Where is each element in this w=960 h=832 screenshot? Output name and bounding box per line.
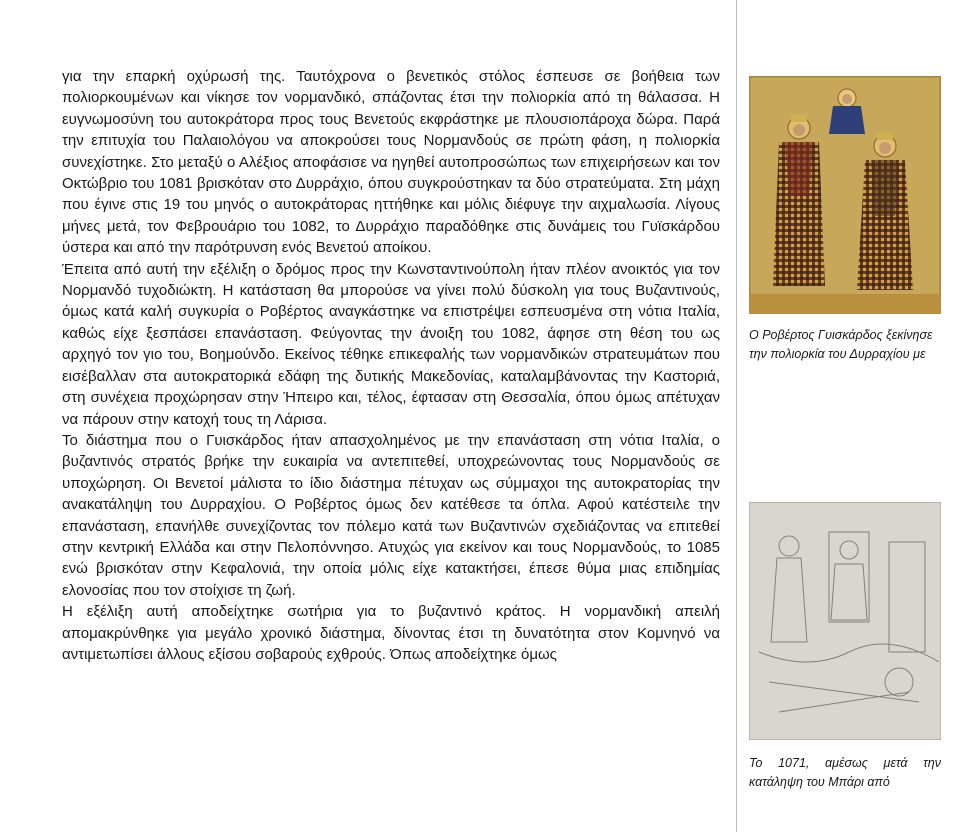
margin-rule bbox=[736, 0, 737, 832]
fresco-sketch-image bbox=[749, 502, 941, 740]
paragraph: Η εξέλιξη αυτή αποδείχτηκε σωτήρια για το βυζαντινό κράτος. Η νορμανδική απειλή απομακρύνθηκε για μεγάλο χρονικό διάστημα, δίνοντας έτσι τη δυνατότητα στον Κομνηνό να αντιμετωπίσει άλλους εξίσου σοβαρούς εχθρούς. Όπως αποδείχτηκε όμως bbox=[62, 603, 720, 663]
paragraph: για την επαρκή οχύρωσή της. Ταυτόχρονα ο βενετικός στόλος έσπευσε σε βοήθεια των πολιορκουμένων και νίκησε τον νορμανδικό, σπάζοντας έτσι την πολιορκία από τη θάλασσα. Η ευγνωμοσύνη του αυτοκράτορα προς τους Βενετούς εκφράστηκε με πλουσιοπάροχα δώρα. Παρά την επιτυχία του Παλαιολόγου να αποκρούσει τους Νορμανδούς σε πρώτη φάση, η πολιορκία συνεχίστηκε. Στο μεταξύ ο Αλέξιος αποφάσισε να ηγηθεί αυτοπροσώπως των επιχειρήσεων και τον Οκτώβριο του 1081 βρισκόταν στο Δυρράχιο, όπου συγκρούστηκαν τα δύο στρατεύματα. Στη μάχη που έγινε στις 19 του μηνός ο αυτοκράτορας ηττήθηκε και μόλις διέφυγε την αιχμαλωσία. Λίγους μήνες μετά, τον Φεβρουάριο του 1082, το Δυρράχιο παραδόθηκε στις δυνάμεις του Γυϊσκάρδου ύστερα και από την παρότρυνση ενός Βενετού αποίκου. bbox=[62, 68, 720, 257]
main-text-column bbox=[62, 66, 720, 665]
byzantine-miniature-image bbox=[749, 76, 941, 314]
byzantine-icon-miniature bbox=[749, 76, 941, 314]
fresco-sketch bbox=[749, 502, 941, 740]
paragraph: Το διάστημα που ο Γυισκάρδος ήταν απασχολημένος με την επανάσταση στη νότια Ιταλία, ο βυζαντινός στρατός βρήκε την ευκαιρία να αντεπιτεθεί, υποχρεώνοντας τους Νορμανδούς σε υποχώρηση. Οι Βενετοί μάλιστα το ίδιο διάστημα πέτυχαν ως σύμμαχοι της αυτοκρατορίας την ανακατάληψη του Δυρραχίου. Ο Ροβέρτος όμως δεν κατέθεσε τα όπλα. Αφού κατέστειλε την επανάσταση, επανήλθε συνεχίζοντας τον πόλεμο κατά των Βυζαντινών σχεδιάζοντας να επιτεθεί στην κεντρική Ελλάδα και στην Πελοπόννησο. Ατυχώς για εκείνον και τους Νορμανδούς, το 1085 ενώ βρισκόταν στην Κεφαλονιά, την οποία μόλις είχε κατακτήσει, έπεσε θύμα μιας επιδημίας ελονοσίας που τον στοίχισε τη ζωή. bbox=[62, 431, 720, 599]
paragraph: Έπειτα από αυτή την εξέλιξη ο δρόμος προς την Κωνσταντινούπολη ήταν πλέον ανοικτός για τον Νορμανδό τυχοδιώκτη. Η κατάσταση θα μπορούσε να γίνει πολύ δύσκολη για τους Βυζαντινούς, όμως κατά καλή συγκυρία ο Ροβέρτος αναγκάστηκε να επιστρέψει εσπευσμένα στη νότια Ιταλία, καθώς είχε ξεσπάσει επανάσταση. Φεύγοντας την άνοιξη του 1082, άφησε στη θέση του ως αρχηγό τον γιο του, Βοημούνδο. Εκείνος τέθηκε επικεφαλής των νορμανδικών στρατευμάτων που εισέβαλλαν στα αυτοκρατορικά εδάφη της δυτικής Μακεδονίας, καταλαμβάνοντας την Καστοριά, στη συνέχεια προχώρησαν στην Ήπειρο και, τέλος, έφτασαν στη Θεσσαλία, όπου όμως απέτυχαν να πάρουν στην κατοχή τους τη Λάρισα. bbox=[62, 260, 720, 428]
figure-caption: Το 1071, αμέσως μετά την κατάληψη του Μπάρι από bbox=[749, 756, 941, 789]
figure-caption: Ο Ροβέρτος Γυισκάρδος ξεκίνησε την πολιορκία του Δυρραχίου με bbox=[749, 328, 933, 361]
